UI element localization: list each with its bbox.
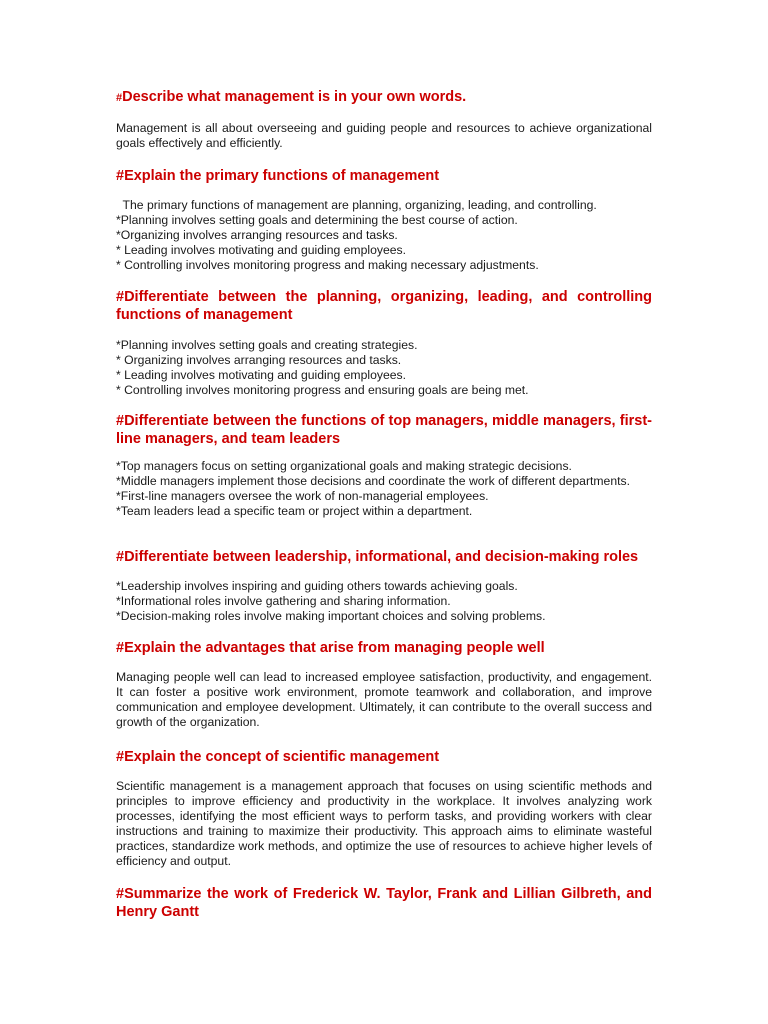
paragraph: Managing people well can lead to increased employee satisfaction, productivity, and engagement. It can foster a positive work environment, promote teamwork and collaboration, and improve communication and employee development. Ultimately, it can contribute to the overall success and growth of the organization.: [116, 670, 652, 729]
section-body: [116, 779, 652, 869]
list-item: * Organizing involves arranging resources and tasks.: [116, 353, 402, 367]
section-primary-functions: [116, 167, 652, 185]
section-summarize-work: [116, 885, 652, 921]
section-heading: #Explain the concept of scientific management: [116, 749, 440, 765]
list-item: *Planning involves setting goals and creating strategies.: [116, 338, 418, 352]
list-item: The primary functions of management are planning, organizing, leading, and controlling.: [116, 198, 597, 212]
heading-hash: #: [116, 92, 123, 104]
section-body: [116, 579, 652, 624]
list-item: * Controlling involves monitoring progress and making necessary adjustments.: [116, 258, 539, 272]
heading-text: Describe what management is in your own words.: [122, 89, 467, 105]
section-body: [116, 198, 652, 273]
line-list: [116, 579, 652, 624]
section-differentiate-functions: [116, 288, 652, 324]
list-item: *Decision-making roles involve making important choices and solving problems.: [116, 609, 546, 623]
section-heading: #Explain the primary functions of management: [116, 168, 440, 184]
section-scientific-management: [116, 748, 652, 766]
list-item: *Middle managers implement those decisions and coordinate the work of different departments.: [116, 474, 630, 488]
paragraph: Scientific management is a management approach that focuses on using scientific methods and principles to improve efficiency and productivity in the workplace. It involves analyzing work processes, identifying the most efficient ways to perform tasks, and providing workers with clear instructions and training to maximize their productivity. This approach aims to eliminate wasteful practices, standardize work methods, and optimize the use of resources to achieve higher levels of efficiency and output.: [116, 779, 652, 868]
list-item: * Leading involves motivating and guiding employees.: [116, 243, 406, 257]
line-list: [116, 338, 652, 398]
section-body: [116, 121, 652, 151]
list-item: * Controlling involves monitoring progress and ensuring goals are being met.: [116, 383, 529, 397]
list-item: *Team leaders lead a specific team or project within a department.: [116, 504, 473, 518]
section-heading: #Differentiate between the planning, organizing, leading, and controlling functions of management: [116, 289, 652, 323]
list-item: *Leadership involves inspiring and guiding others towards achieving goals.: [116, 579, 518, 593]
section-roles: [116, 548, 652, 566]
section-body: [116, 338, 652, 398]
section-heading: #Explain the advantages that arise from managing people well: [116, 640, 545, 656]
line-list: [116, 459, 652, 519]
section-body: [116, 459, 652, 519]
list-item: * Leading involves motivating and guiding employees.: [116, 368, 406, 382]
section-heading: [116, 88, 652, 107]
section-heading: #Differentiate between leadership, informational, and decision-making roles: [116, 549, 639, 565]
section-body: [116, 670, 652, 730]
section-describe-management: [116, 88, 652, 107]
line-list: [116, 198, 652, 273]
list-item: *Informational roles involve gathering and sharing information.: [116, 594, 451, 608]
list-item: *Planning involves setting goals and determining the best course of action.: [116, 213, 518, 227]
list-item: *Top managers focus on setting organizational goals and making strategic decisions.: [116, 459, 572, 473]
section-heading: #Summarize the work of Frederick W. Taylor, Frank and Lillian Gilbreth, and Henry Gantt: [116, 886, 652, 920]
section-heading: #Differentiate between the functions of top managers, middle managers, first-line managers, and team leaders: [116, 413, 652, 447]
paragraph: Management is all about overseeing and guiding people and resources to achieve organizational goals effectively and efficiently.: [116, 121, 652, 150]
section-managing-people: [116, 639, 652, 657]
list-item: *Organizing involves arranging resources and tasks.: [116, 228, 398, 242]
list-item: *First-line managers oversee the work of non-managerial employees.: [116, 489, 489, 503]
section-manager-levels: [116, 412, 652, 448]
